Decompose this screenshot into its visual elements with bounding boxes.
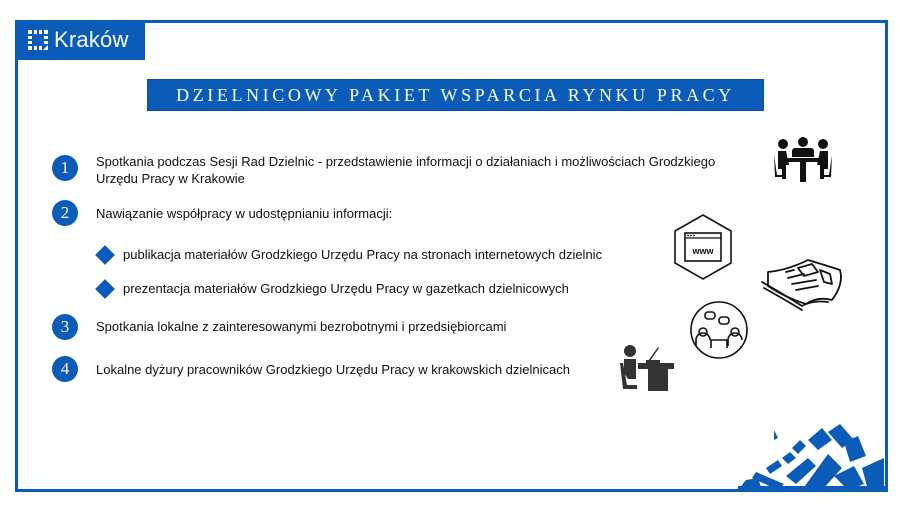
krakow-emblem-icon bbox=[28, 30, 48, 50]
item-number-2: 2 bbox=[52, 200, 78, 226]
page-title: DZIELNICOWY PAKIET WSPARCIA RYNKU PRACY bbox=[176, 84, 735, 105]
subitem-1-text: publikacja materiałów Grodzkiego Urzędu Pracy na stronach internetowych dzielnic bbox=[123, 247, 603, 262]
www-label: www bbox=[692, 246, 714, 256]
group-discussion-icon bbox=[689, 300, 749, 360]
krakow-skyline-decoration bbox=[738, 418, 888, 490]
item-3-text: Spotkania lokalne z zainteresowanymi bezrobotnymi i przedsiębiorcami bbox=[96, 319, 507, 334]
item-1-line-1: Spotkania podczas Sesji Rad Dzielnic - przedstawienie informacji o działaniach i możliwościach Grodzkiego bbox=[96, 154, 716, 169]
item-4-text: Lokalne dyżury pracowników Grodzkiego Urzędu Pracy w krakowskich dzielnicach bbox=[96, 362, 570, 377]
item-2-text: Nawiązanie współpracy w udostępnianiu informacji: bbox=[96, 206, 393, 221]
title-banner bbox=[147, 79, 764, 111]
item-number-3: 3 bbox=[52, 314, 78, 340]
item-1-line-2: Urzędu Pracy w Krakowie bbox=[96, 171, 245, 186]
item-1-text bbox=[96, 153, 715, 187]
krakow-logo bbox=[15, 20, 145, 60]
meeting-table-icon bbox=[772, 137, 834, 187]
logo-text: Kraków bbox=[54, 27, 129, 52]
subitem-2-text: prezentacja materiałów Grodzkiego Urzędu Pracy w gazetkach dzielnicowych bbox=[123, 281, 569, 296]
item-number-4: 4 bbox=[52, 356, 78, 382]
www-hexagon-icon bbox=[672, 213, 734, 281]
newspaper-icon bbox=[760, 258, 846, 314]
person-at-desk-icon bbox=[618, 343, 676, 393]
item-number-1: 1 bbox=[52, 155, 78, 181]
